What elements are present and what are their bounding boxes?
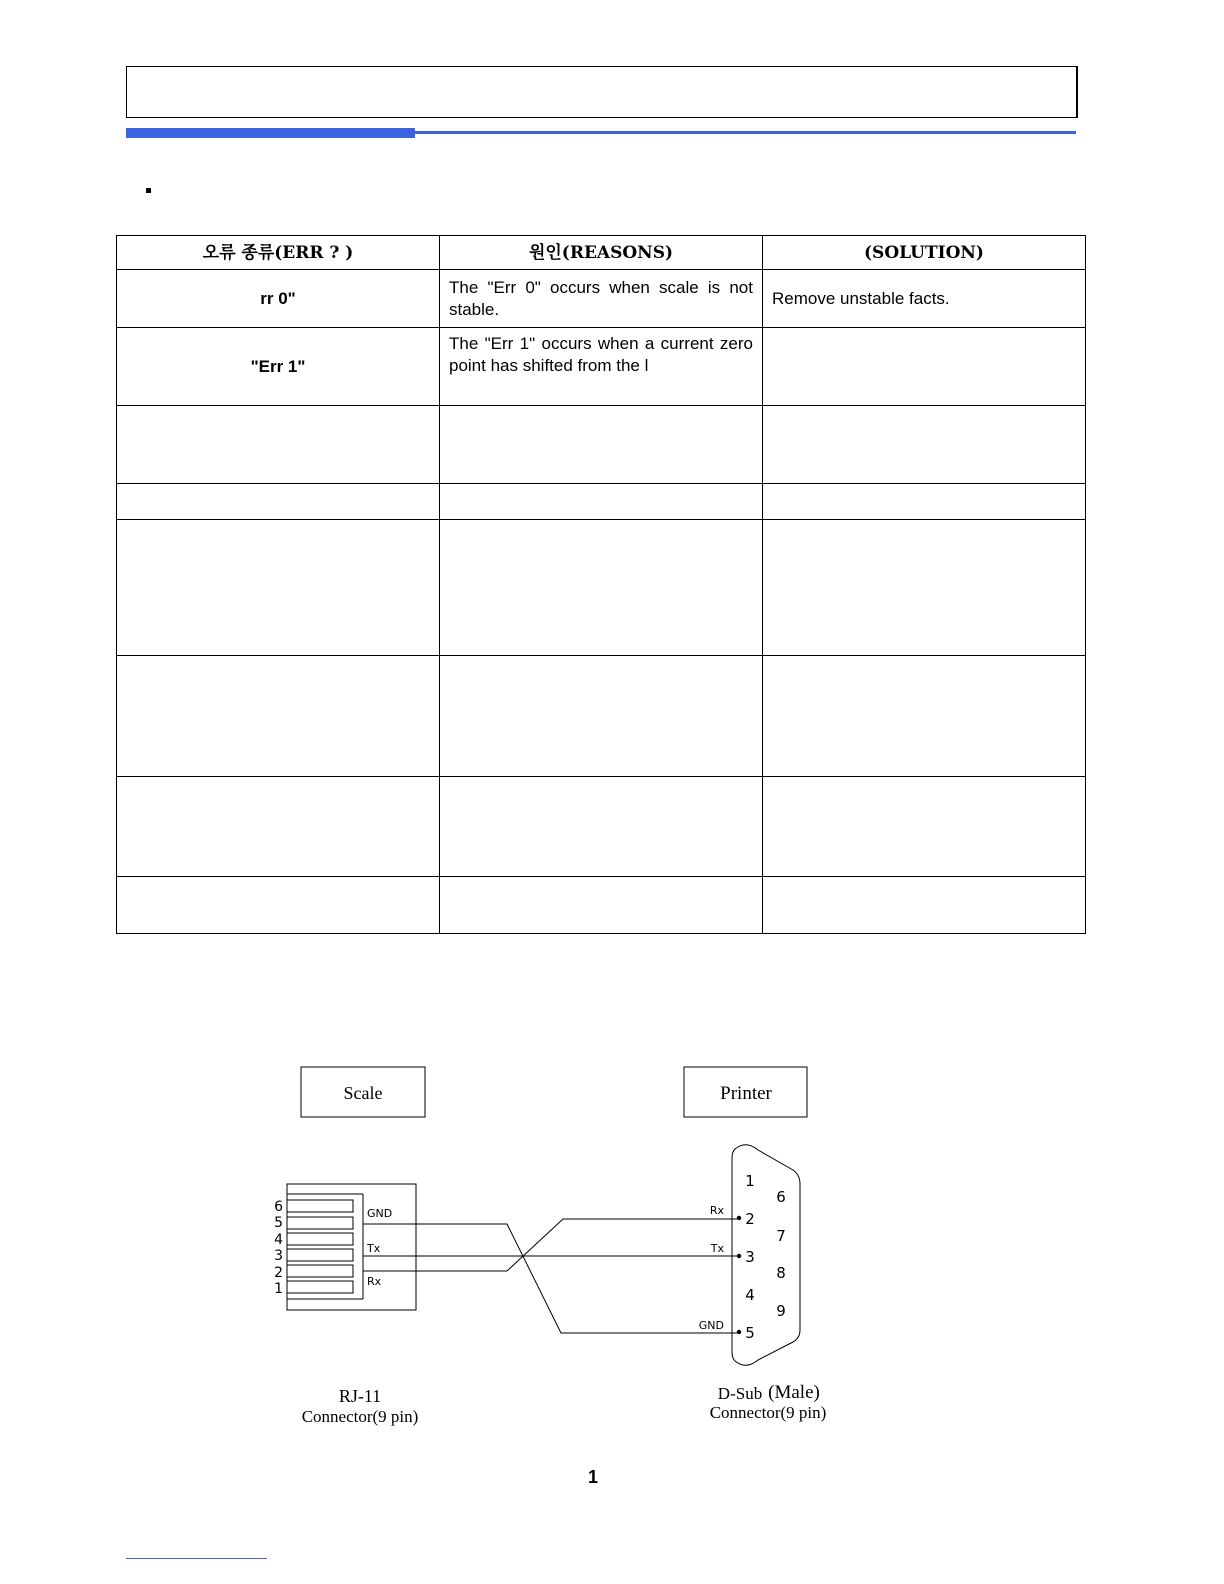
gnd-wire (363, 1224, 737, 1333)
dsub-caption-sub: Connector(9 pin) (709, 1403, 827, 1422)
pin-dot (737, 1330, 741, 1334)
dsub-caption-title: D-Sub (717, 1384, 763, 1403)
rj11-caption-title: RJ-11 (338, 1386, 382, 1406)
header-solution: (SOLUTION) (763, 236, 1086, 270)
error-code-cell: "Err 1" (117, 328, 440, 406)
header-error-type: 오류 종류(ERR ? ) (117, 236, 440, 270)
scale-label: Scale (343, 1083, 383, 1103)
rj11-tx-label: Tx (367, 1242, 381, 1255)
footer-rule (126, 1558, 267, 1559)
dsub-pin-label: 6 (776, 1188, 786, 1206)
dsub-pin-label: 7 (776, 1227, 786, 1245)
solution-cell: Remove unstable facts. (763, 270, 1086, 328)
printer-label: Printer (720, 1083, 772, 1104)
rj11-connector (287, 1184, 416, 1310)
wires (363, 1219, 737, 1333)
page-number: 1 (588, 1467, 599, 1487)
rj11-pin-label: 5 (274, 1215, 283, 1231)
reason-cell: The "Err 1" occurs when a current zero point has shifted from the l (440, 328, 763, 406)
dsub-caption-male: (Male) (768, 1382, 820, 1403)
rj11-pin-label: 2 (274, 1265, 283, 1281)
dsub-pin-label: 1 (745, 1172, 755, 1190)
dsub-tx-label: Tx (710, 1242, 724, 1255)
reason-cell: The "Err 0" occurs when scale is not stable. (440, 270, 763, 328)
pin-dot (737, 1254, 741, 1258)
header-reasons: 원인(REASONS) (440, 236, 763, 270)
dsub-rx-label: Rx (709, 1204, 724, 1217)
rj11-pin-label: 1 (274, 1281, 283, 1297)
rj11-rx-label: Rx (367, 1275, 382, 1288)
rj11-caption-sub: Connector(9 pin) (301, 1407, 419, 1426)
dsub-connector-shell (732, 1145, 800, 1366)
dsub-pin-label: 3 (745, 1248, 755, 1266)
pin-dot (737, 1216, 741, 1220)
dsub-pin-label: 2 (745, 1210, 755, 1228)
rj11-pin-label: 3 (274, 1248, 283, 1264)
error-code-cell: rr 0" (117, 270, 440, 328)
rj11-pin-label: 4 (274, 1232, 283, 1248)
dsub-pin-label: 5 (745, 1324, 755, 1342)
dsub-pin-label: 9 (776, 1302, 786, 1320)
dsub-pin-label: 8 (776, 1264, 786, 1282)
rj11-pin-label: 6 (274, 1199, 283, 1215)
dsub-gnd-label: GND (698, 1319, 724, 1332)
dsub-pin-label: 4 (745, 1286, 755, 1304)
rx-wire (363, 1219, 737, 1271)
rj11-gnd-label: GND (367, 1207, 393, 1220)
